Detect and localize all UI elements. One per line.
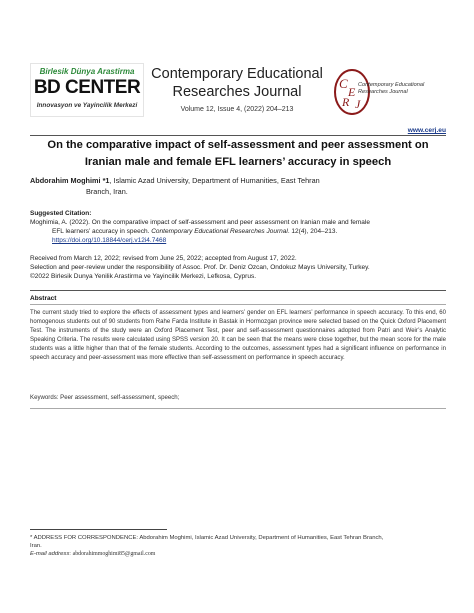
- cerj-logo-text: [358, 82, 438, 95]
- journal-website-link[interactable]: www.cerj.eu: [407, 127, 446, 134]
- footnote-divider: [30, 529, 167, 530]
- suggested-citation: [30, 209, 446, 245]
- abstract-top-rule: [30, 290, 446, 291]
- cerj-logo-text-line1: Contemporary Educational: [358, 82, 425, 88]
- abstract-heading-rule: [30, 304, 446, 305]
- dates-line2: Selection and peer-review under the responsibility of Assoc. Prof. Dr. Deniz Ozcan, Ondokuz Mayıs University, Turkey.: [30, 264, 370, 271]
- logo-line2: BD CENTER: [33, 77, 141, 98]
- affiliation-line2: Branch, Iran.: [86, 186, 128, 196]
- logo-line1: Birlesik Dünya Arastirma: [39, 67, 135, 76]
- keywords: Keywords: Peer assessment, self-assessment, speech;: [30, 394, 180, 401]
- correspondence-footnote: [30, 534, 446, 558]
- email-separator: :: [69, 551, 73, 557]
- citation-journal-name: Contemporary Educational Researches Journal: [151, 228, 288, 235]
- keywords-rule: [30, 408, 446, 409]
- author-mark: *1: [100, 176, 110, 185]
- affiliation-line1: , Islamic Azad University, Department of Humanities, East Tehran: [109, 176, 320, 185]
- svg-text:J: J: [355, 97, 361, 111]
- citation-line2-tail: . 12(4), 204–213.: [287, 228, 338, 235]
- cerj-logo-text-line2: Researches Journal: [358, 88, 408, 95]
- citation-line1: Moghimia, A. (2022). On the comparative impact of self-assessment and peer assessment on Iranian male and female: [30, 219, 370, 226]
- citation-line2-text: EFL learners’ accuracy in speech.: [52, 228, 152, 235]
- email-label: E-mail address: [30, 551, 70, 557]
- bd-center-logo: [30, 63, 144, 117]
- dates-line3: ©2022 Birlesik Dunya Yenilik Arastirma ve Yayincilik Merkezi, Lefkosa, Cyprus.: [30, 273, 257, 280]
- footnote-line1: * ADDRESS FOR CORRESPONDENCE: Abdorahim Moghimi, Islamic Azad University, Department of Humanities, East Tehran Branch,: [30, 535, 384, 541]
- citation-doi-link[interactable]: https://doi.org/10.18844/cerj.v12i4.7468: [52, 237, 167, 244]
- citation-heading: Suggested Citation:: [30, 210, 92, 217]
- logo-line3: Innovasyon ve Yayincilik Merkezi: [36, 102, 138, 109]
- author-name: Abdorahim Moghimi: [30, 176, 101, 185]
- header-divider: [30, 135, 446, 136]
- dates-line1: Received from March 12, 2022; revised from June 25, 2022; accepted from August 17, 2022.: [30, 255, 297, 262]
- volume-line: Volume 12, Issue 4, (2022) 204–213: [180, 106, 294, 113]
- citation-line2: [30, 227, 446, 236]
- abstract-heading: Abstract: [30, 295, 57, 302]
- svg-text:C: C: [339, 76, 348, 91]
- email-address-link[interactable]: abdorahimmoghimi85@gmail.com: [72, 551, 156, 557]
- cerj-logo: [330, 66, 440, 118]
- abstract-text: The current study tried to explore the effects of assessment types and learners’ gender on EFL learners’ performance in speech accuracy. To this end, 60 homogenous students out of 90 students from Rahe Farda Institute in Bastak in Hormozgan province were selected based on the Quick Oxford Placement Test. The instruments of the study were an Oxford Placement Test, peer and self-assessment questionnaires adopted from Patri and Weir’s Analytic Speaking Criteria. The results were calculated using SPSS version 20. It can be seen that the means were close together, but the mean score for the male students was a little higher than that of the female students. According to the outcomes, assessment types had a significant influence on performance in speech accuracy and peer-assessment was more effective than self-assessment on performance in speech accuracy.: [30, 310, 446, 361]
- journal-title: Contemporary Educational Researches Journal: [151, 66, 323, 100]
- svg-text:E: E: [348, 85, 356, 99]
- svg-text:R: R: [342, 95, 350, 109]
- article-title: On the comparative impact of self-assessment and peer assessment on Iranian male and female EFL learners’ accuracy in speech: [47, 139, 429, 168]
- article-dates: [30, 254, 446, 281]
- footnote-line2: Iran.: [30, 543, 42, 549]
- author-block: [30, 176, 446, 197]
